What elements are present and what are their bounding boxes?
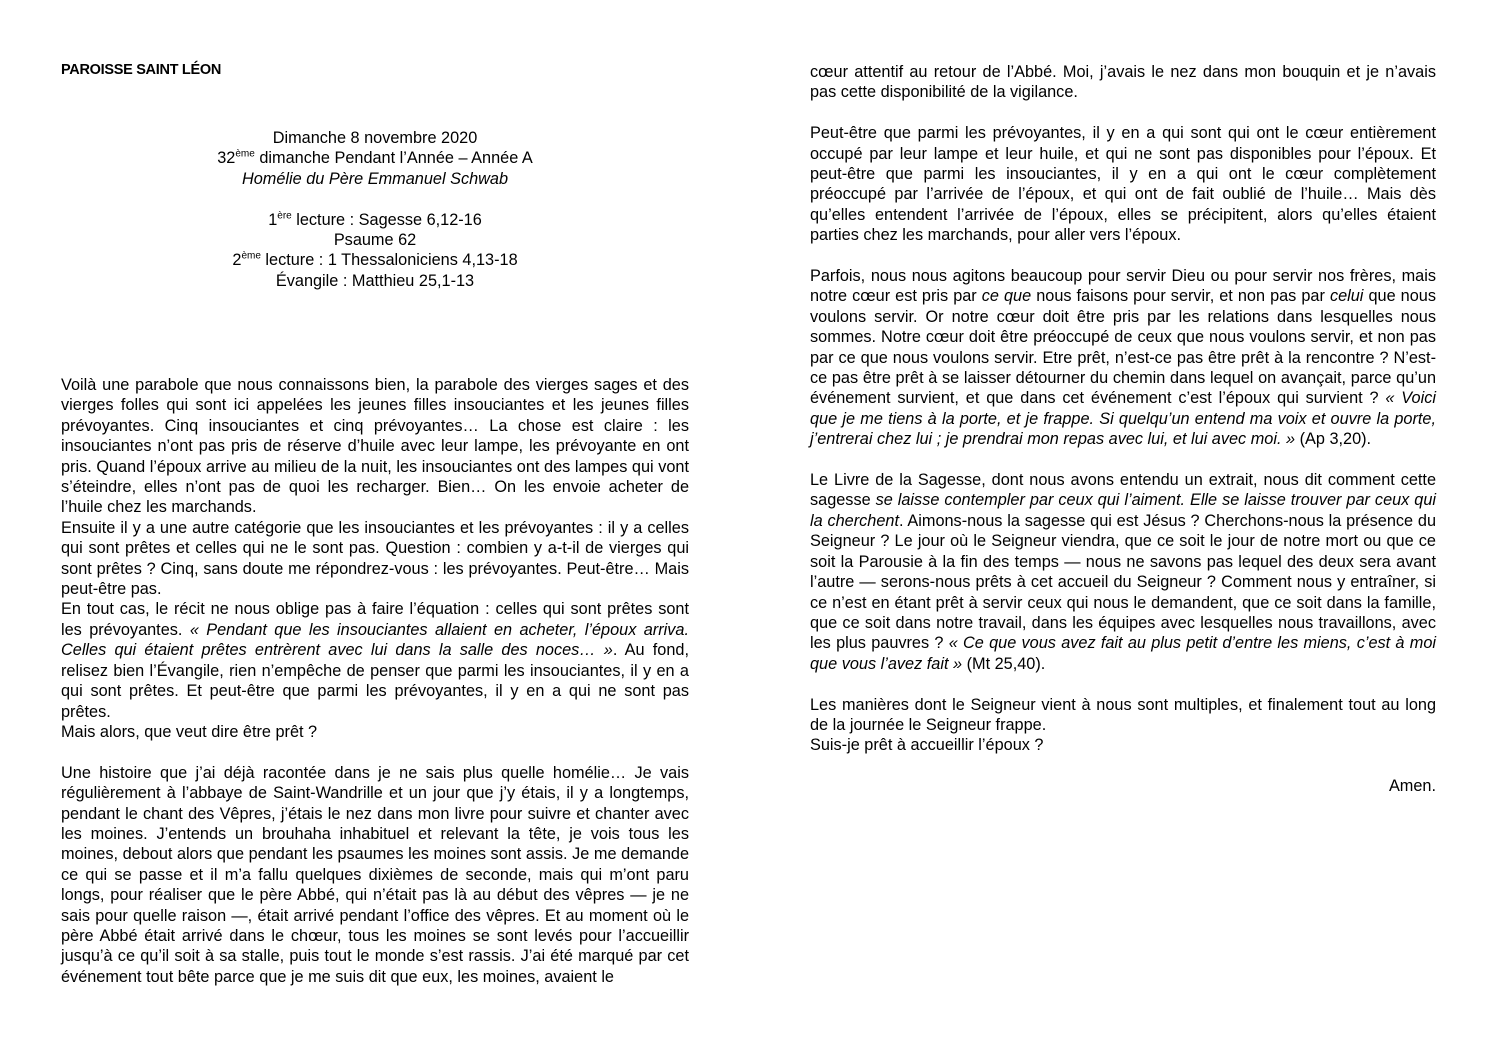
- reading2-line: 2ème lecture : 1 Thessaloniciens 4,13-18: [232, 251, 518, 270]
- date-line: Dimanche 8 novembre 2020: [272, 129, 478, 147]
- paragraph: En tout cas, le récit ne nous oblige pas à faire l’équation : celles qui sont prêtes sont les prévoyantes. « Pendant que les insouciantes allaient en acheter, l’époux arriva. Celles qui étaient prêtes entrèrent avec lui dans la salle des noces… ». Au fond, relisez bien l’Évangile, rien n’empêche de penser que parmi les insouciantes, il y en a qui sont prêtes. Et peut-être que parmi les prévoyantes, il y en a qui ne sont pas prêtes.: [61, 600, 689, 721]
- paragraph: Le Livre de la Sagesse, dont nous avons entendu un extrait, nous dit comment cette sagesse se laisse contempler par ceux qui l’aiment. Elle se laisse trouver par ceux qui la cherchent. Aimons-nous la sagesse qui est Jésus ? Cherchons-nous la présence du Seigneur ? Le jour où le Seigneur viendra, que ce soit le jour de notre mort ou que ce soit la Parousie à la fin des temps — nous ne savons pas lequel des deux sera avant l’autre — serons-nous prêts à cet accueil du Seigneur ? Comment nous y entraîner, si ce n’est en étant prêt à servir ceux qui nous le demandent, que ce soit dans la famille, que ce soit dans notre travail, dans les équipes avec lesquelles nous travaillons, avec les plus pauvres ? « Ce que vous avez fait au plus petit d’entre les miens, c’est à moi que vous l’avez fait » (Mt 25,40).: [810, 471, 1437, 673]
- paragraph: Ensuite il y a une autre catégorie que les insouciantes et les prévoyantes : il y a celles qui sont prêtes et celles qui ne le sont pas. Question : combien y a-t-il de vierges qui sont prêtes ? Cinq, sans doute me répondrez-vous : les prévoyantes. Peut-être… Mais peut-être pas.: [61, 518, 689, 599]
- sunday-line: 32ème dimanche Pendant l’Année – Année A: [217, 148, 533, 168]
- paragraph: Les manières dont le Seigneur vient à nous sont multiples, et finalement tout au long de la journée le Seigneur frappe.: [810, 695, 1436, 734]
- gospel-line: Évangile : Matthieu 25,1-13: [275, 271, 475, 290]
- right-column: [810, 62, 1436, 797]
- paragraph: cœur attentif au retour de l’Abbé. Moi, j’avais le nez dans mon bouquin et je n’avais pas cette disponibilité de la vigilance.: [810, 63, 1436, 102]
- parish-name: PAROISSE SAINT LÉON: [61, 62, 221, 78]
- paragraph: Parfois, nous nous agitons beaucoup pour servir Dieu ou pour servir nos frères, mais notre cœur est pris par ce que nous faisons pour servir, et non pas par celui que nous voulons servir. Or notre cœur doit être pris par les relations dans lesquelles nous sommes. Notre cœur doit être préoccupé de ceux que nous voulons servir, et non pas par ce que nous voulons servir. Etre prêt, n’est-ce pas être prêt à la rencontre ? N’est-ce pas être prêt à se laisser détourner du chemin dans lequel on avançait, parce qu’un événement survient, et que dans cet événement c’est l’époux qui survient ? « Voici que je me tiens à la porte, et je frappe. Si quelqu’un entend ma voix et ouvre la porte, j’entrerai chez lui ; je prendrai mon repas avec lui, et lui avec moi. » (Ap 3,20).: [810, 267, 1436, 449]
- paragraph: Une histoire que j’ai déjà racontée dans je ne sais plus quelle homélie… Je vais régulièrement à l’abbaye de Saint-Wandrille et un jour que j’y étais, il y a longtemps, pendant le chant des Vêpres, j’étais le nez dans mon livre pour suivre et chanter avec les moines. J’entends un brouhaha inhabituel et relevant la tête, je vois tous les moines, debout alors que pendant les psaumes les moines sont assis. Je me demande ce qui se passe et il m’a fallu quelques dixièmes de seconde, mais qui m’ont paru longs, pour réaliser que le père Abbé, qui n’était pas là au début des vêpres — je ne sais pour quelle raison —, était arrivé pendant l’office des vêpres. Et au moment où le père Abbé était arrivé dans le chœur, tous les moines se sont levés pour l’accueillir jusqu’à ce qu’il soit à sa stalle, puis tout le monde s’est rassis. J’ai été marqué par cet événement tout bête parce que je me suis dit que eux, les moines, avaient le: [61, 763, 689, 986]
- paragraph: Voilà une parabole que nous connaissons bien, la parabole des vierges sages et des vierges folles qui sont ici appelées les jeunes filles insouciantes et les jeunes filles prévoyantes. Cinq insouciantes et cinq prévoyantes… La chose est claire : les insouciantes n’ont pas pris de réserve d’huile avec leur lampe, les prévoyante en ont pris. Quand l’époux arrive au milieu de la nuit, les insouciantes ont des lampes qui vont s’éteindre, elles n’ont pas de quoi les recharger. Bien… On les envoie acheter de l’huile chez les marchands.: [61, 376, 689, 517]
- paragraph: Peut-être que parmi les prévoyantes, il y en a qui sont qui ont le cœur entièrement occupé par leur lampe et leur huile, et qui ne sont pas disponibles pour l’époux. Et peut-être que parmi les insouciantes, il y en a qui ont le cœur complètement préoccupé par l’arrivée de l’époux, et qui ont de fait oublié de l’huile… Mais dès qu’elles entendent l’arrivée de l’époux, elles se précipitent, alors qu’elles étaient parties chez les marchands, pour aller vers l’époux.: [810, 124, 1436, 245]
- homily-line: Homélie du Père Emmanuel Schwab: [241, 169, 509, 188]
- paragraph: Mais alors, que veut dire être prêt ?: [61, 722, 318, 741]
- paragraph: Suis-je prêt à accueillir l’époux ?: [810, 736, 1044, 755]
- psalm-line: Psaume 62: [333, 231, 417, 250]
- left-column: [61, 375, 689, 987]
- liturgy-header: [61, 128, 689, 291]
- reading1-line: 1ère lecture : Sagesse 6,12-16: [268, 210, 482, 229]
- closing-amen: Amen.: [1388, 777, 1436, 796]
